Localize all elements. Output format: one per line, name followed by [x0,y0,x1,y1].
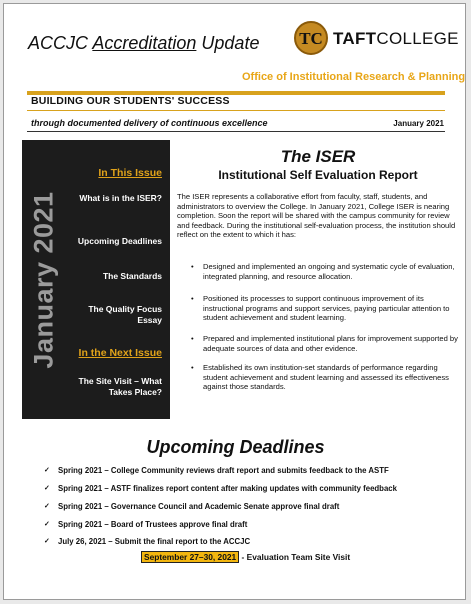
issue-date: January 2021 [393,119,444,128]
office-name: Office of Institutional Research & Planning [242,71,466,83]
list-item: • Positioned its processes to support continuous improvement of its instructional programs and support services, paying particular attention to student achievement and student learning. [191,294,450,323]
next-item-site-visit: The Site Visit – What Takes Place? [78,376,162,397]
tagline: through documented delivery of continuous excellence [31,118,268,128]
in-this-issue-heading: In This Issue [98,167,162,179]
logo-emblem: TC [294,21,328,55]
logo-wordmark: TAFTCOLLEGE [333,29,459,48]
check-icon: ✓ [44,521,50,528]
iser-intro: The ISER represents a collaborative effort from faculty, staff, students, and administrators to overview the College. In January 2021, College ISER is nearing completion. Soon the report will be shared with the campus community for review and feedback. During the institutional self-evaluation process, the institution should reflect on the extent to which it has: [177,192,456,240]
check-icon: ✓ [44,467,50,474]
check-icon: ✓ [44,503,50,510]
check-icon: ✓ [44,485,50,492]
site-visit-date: September 27–30, 2021 [141,551,239,563]
sidebar-vertical-date: January 2021 [28,191,59,369]
next-issue-heading: In the Next Issue [78,347,162,359]
list-item: • Designed and implemented an ongoing and systematic cycle of evaluation, integrated planning, and resource allocation. [191,262,455,281]
newsletter-title: ACCJC Accreditation Update [28,33,260,53]
issue-item-qfe: The Quality Focus Essay [88,304,162,325]
tagline-rule [27,131,445,132]
band-rule-bottom [27,110,445,111]
iser-title: The ISER [280,147,356,166]
taft-college-logo [294,21,459,57]
issue-item-standards: The Standards [102,271,162,281]
list-item: • Established its own institution-set standards of performance regarding student achievement and student learning and assessed its effectiveness against those standards. [191,363,449,392]
site-visit-line [141,552,350,562]
newsletter-page: ACCJC Accreditation Update TC TAFTCOLLEGE Office of Institutional Research & Planning BUILDING OUR STUDENTS' SUCCESS through documented delivery of continuous excellence January 2021 January 2021 In This Issue What is in the ISER? Upcoming Deadlines The Standards The Quality Focus Essay In the Next Issue The Site Visit – What Takes Place? The ISER Institutional Self Evaluation Report The ISER represents a collaborative effort from faculty, staff, students, and administrators to overview the College. In January 2021, College ISER is nearing completion. Soon the report will be shared with the campus community for review and feedback. During the institutional self-evaluation process, the institution should reflect on the extent to which it has: • Designed and implemented an ongoing and systematic cycle of evaluation, integrated planning, and resource allocation. • Positioned its processes to support continuous improvement of its instructional programs and support services, paying particular attention to student achievement and student learning. • Prepared and implemented institutional plans for improvement supported by adequate sources of data and other evidence. • Established its own institution-set standards of performance regarding student achievement and student learning and assessed its effectiveness against those standards. Upcoming Deadlines ✓ Spring 2021 – College Community reviews draft report and submits feedback to the ASTF ✓ Spring 2021 – ASTF finalizes report content after making updates with community feedback ✓ Spring 2021 – Governance Council and Academic Senate approve final draft ✓ Spring 2021 – Board of Trustees approve final draft ✓ July 26, 2021 – Submit the final report to the ACCJC September 27–30, 2021 - Evaluation Team Site Visit [3,3,466,600]
check-icon: ✓ [44,538,50,545]
site-visit-label: - Evaluation Team Site Visit [239,552,351,562]
issue-item-iser: What is in the ISER? [79,193,162,203]
iser-subtitle: Institutional Self Evaluation Report [218,168,418,182]
list-item: • Prepared and implemented institutional plans for improvement supported by adequate sources of data and other evidence. [191,334,458,353]
issue-item-deadlines: Upcoming Deadlines [77,236,162,246]
mission-band: BUILDING OUR STUDENTS' SUCCESS [31,95,230,107]
issue-sidebar [22,140,170,419]
deadlines-title: Upcoming Deadlines [146,437,325,457]
